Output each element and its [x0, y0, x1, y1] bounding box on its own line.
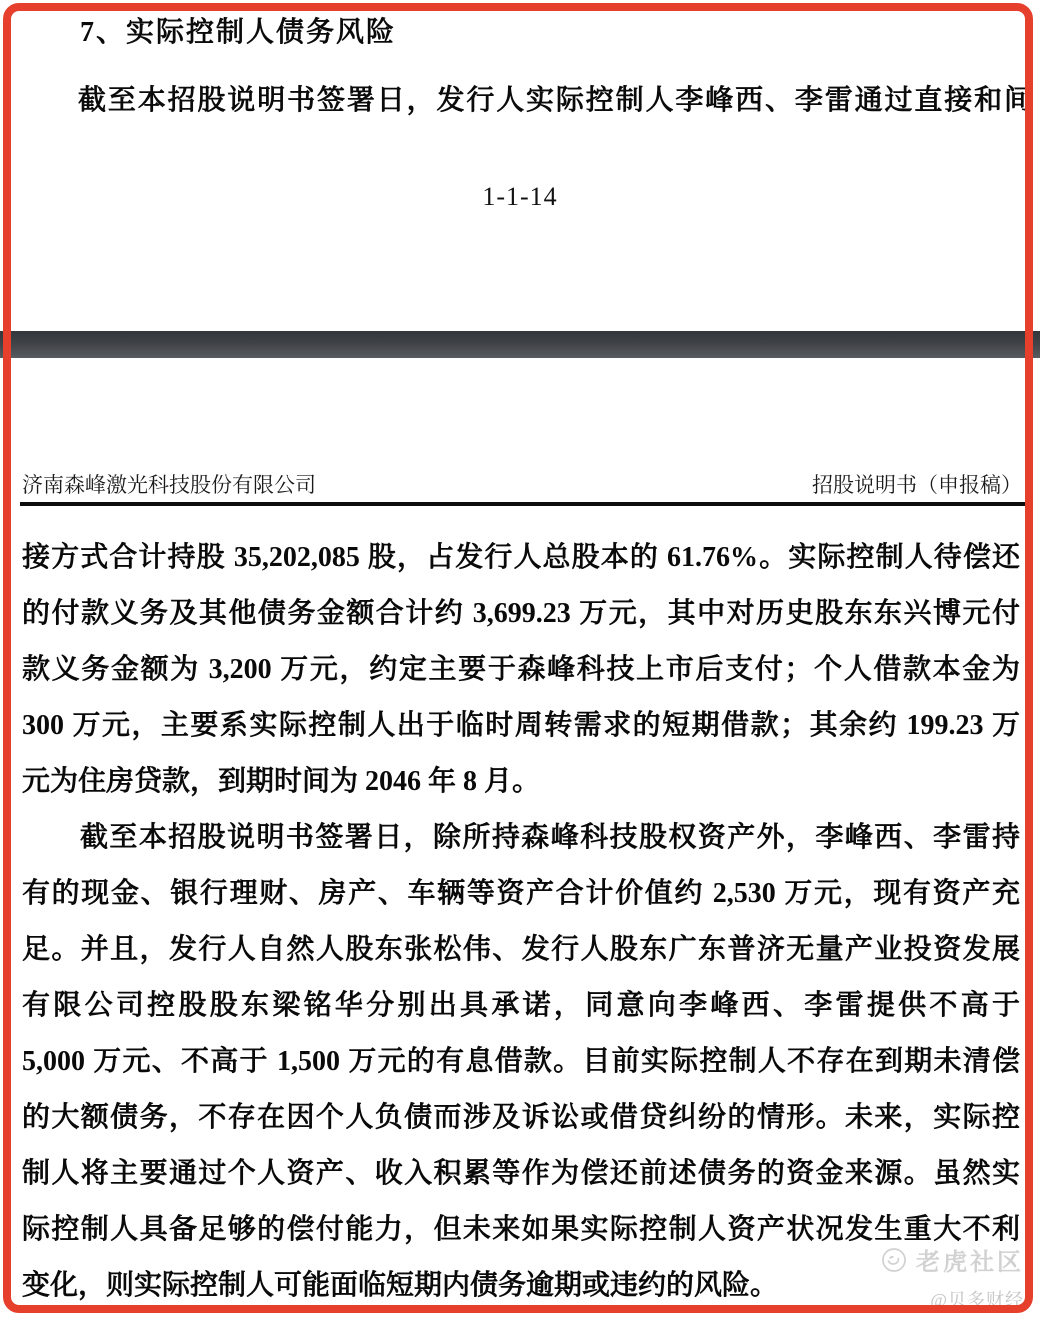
text-line: 元为住房贷款，到期时间为 2046 年 8 月。	[22, 766, 541, 797]
watermark-community-label: 老虎社区	[916, 1250, 1024, 1276]
watermark	[881, 1242, 1024, 1312]
text-line: 的大额债务，不存在因个人负债而涉及诉讼或借贷纠纷的情形。未来，实际控	[22, 1102, 1020, 1133]
text-line: 截至本招股说明书签署日，除所持森峰科技股权资产外，李峰西、李雷持	[80, 822, 1020, 853]
page2-running-header	[22, 469, 1022, 499]
watermark-community-row	[881, 1242, 1024, 1277]
company-name: 济南森峰激光科技股份有限公司	[22, 473, 316, 497]
text-line: 300 万元，主要系实际控制人出于临时周转需求的短期借款；其余约 199.23 万	[22, 710, 1020, 741]
text-line: 的付款义务及其他债务金额合计约 3,699.23 万元，其中对历史股东东兴博元付	[22, 598, 1020, 629]
text-line: 足。并且，发行人自然人股东张松伟、发行人股东广东普济无量产业投资发展	[22, 934, 1020, 965]
paragraph-debt-continuation	[22, 530, 1020, 810]
tiger-logo-icon	[881, 1247, 907, 1273]
header-rule	[20, 502, 1032, 506]
text-line: 有限公司控股股东梁铭华分别出具承诺，同意向李峰西、李雷提供不高于	[22, 990, 1020, 1021]
text-line: 有的现金、银行理财、房产、车辆等资产合计价值约 2,530 万元，现有资产充	[22, 878, 1020, 909]
document-title: 招股说明书（申报稿）	[812, 473, 1022, 497]
page-divider-bar	[0, 331, 1040, 358]
text-line: 制人将主要通过个人资产、收入积累等作为偿还前述债务的资金来源。虽然实	[22, 1158, 1020, 1189]
page1-paragraph-line: 截至本招股说明书签署日，发行人实际控制人李峰西、李雷通过直接和间	[78, 85, 1032, 116]
text-line: 际控制人具备足够的偿付能力，但未来如果实际控制人资产状况发生重大不利	[22, 1214, 1020, 1245]
paragraph-assets-commitments	[22, 810, 1020, 1314]
watermark-author-label: @贝多财经	[930, 1290, 1024, 1310]
section-heading: 7、实际控制人债务风险	[80, 17, 397, 48]
text-line: 变化，则实际控制人可能面临短期内债务逾期或违约的风险。	[22, 1270, 779, 1301]
page-number: 1-1-14	[482, 182, 558, 211]
text-line: 5,000 万元、不高于 1,500 万元的有息借款。目前实际控制人不存在到期未清偿	[22, 1046, 1020, 1077]
text-line: 接方式合计持股 35,202,085 股，占发行人总股本的 61.76%。实际控制人待偿还	[22, 542, 1020, 573]
page2-body	[22, 530, 1020, 1314]
text-line: 款义务金额为 3,200 万元，约定主要于森峰科技上市后支付；个人借款本金为	[22, 654, 1020, 685]
